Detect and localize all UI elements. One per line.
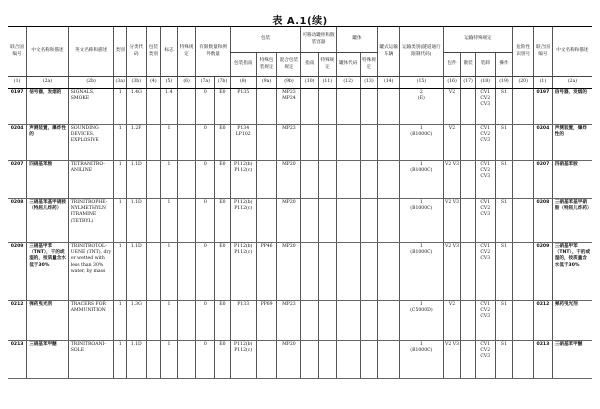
column-number: (3a)	[114, 77, 126, 89]
loading-code: CV3	[480, 256, 491, 262]
column-number: (19)	[495, 77, 513, 89]
loading-code: CV1	[480, 162, 491, 167]
cell-excepted-quantity: E0	[215, 89, 231, 125]
column-number-row	[8, 77, 592, 89]
cell-ts-loading	[475, 341, 495, 379]
cell-ts-package: V2 V3	[443, 161, 461, 199]
cell-un-number-2: 0204	[534, 125, 553, 161]
transport-category-value: 2	[419, 90, 423, 95]
cell-name-en: TRACERS FOR AMMUNITION	[68, 301, 114, 341]
cell-vehicle	[378, 89, 400, 125]
cell-vehicle	[378, 341, 400, 379]
column-number: (8)	[230, 77, 256, 89]
cell-tank-instruction	[301, 301, 319, 341]
cell-packing-instruction: P112(b) P112(c)	[230, 243, 256, 301]
cell-tank-instruction	[301, 89, 319, 125]
cell-name-cn: 信号器，发烟的	[27, 89, 69, 125]
cell-tank-code-special	[360, 89, 378, 125]
cell-un-number: 0204	[8, 125, 27, 161]
cell-mixed-packing: MP23 MP24	[277, 89, 301, 125]
cell-un-number-2: 0213	[534, 341, 553, 379]
cell-class-code: 1.2F	[126, 125, 146, 161]
cell-tank-code	[336, 125, 360, 161]
cell-packing-group	[146, 301, 161, 341]
cell-limited-quantity: 0	[196, 89, 215, 125]
cell-tank-special	[319, 341, 337, 379]
header-transport-category: 运输类别(隧道通行限制代码)	[400, 27, 444, 77]
loading-code: CV2	[480, 308, 491, 314]
page-title: 表 A.1(续)	[272, 16, 328, 27]
header-ts-bulk: 散装	[461, 53, 476, 77]
cell-special-provision	[177, 89, 196, 125]
cell-un-number: 0212	[8, 301, 27, 341]
cell-ts-bulk	[461, 341, 476, 379]
cell-ts-bulk	[461, 161, 476, 199]
cell-packing-special	[256, 199, 277, 243]
cell-tank-special	[319, 89, 337, 125]
cell-name-cn: 三硝基苯基甲硝胺（特屈儿炸药）	[27, 199, 69, 243]
loading-code: CV3	[480, 212, 491, 218]
tunnel-code: (B1000C)	[410, 250, 433, 256]
cell-ts-bulk	[461, 89, 476, 125]
cell-label: 1.4	[161, 89, 178, 125]
cell-ts-bulk	[461, 243, 476, 301]
loading-code: CV2	[480, 96, 491, 102]
cell-tank-instruction	[301, 161, 319, 199]
header-tank-instr: 指南	[301, 53, 319, 77]
cell-packing-special	[256, 341, 277, 379]
column-number: (2b)	[68, 77, 114, 89]
cell-ts-operation: S1	[495, 341, 513, 379]
cell-un-number-2: 0209	[534, 243, 553, 301]
cell-name-cn-2: 声测装置，爆炸性的	[552, 125, 592, 161]
cell-hazard-number	[513, 199, 534, 243]
tunnel-code: (B1000C)	[410, 348, 433, 354]
cell-name-cn-2: 四硝基苯胺	[552, 161, 592, 199]
cell-hazard-number	[513, 125, 534, 161]
column-number: (9b)	[277, 77, 301, 89]
cell-name-cn: 三硝基甲苯（TNT），干的或湿的，按质量含水低于30%	[27, 243, 69, 301]
cell-limited-quantity: 0	[196, 243, 215, 301]
cell-class-code: 1.1D	[126, 341, 146, 379]
cell-excepted-quantity: E0	[215, 199, 231, 243]
column-number: (7b)	[215, 77, 231, 89]
cell-class: 1	[114, 341, 126, 379]
cell-packing-special	[256, 161, 277, 199]
cell-name-en: TETRANITRO-ANILINE	[68, 161, 114, 199]
cell-un-number: 0197	[8, 89, 27, 125]
header-class-code: 分类代码	[126, 27, 146, 77]
loading-code: CV1	[480, 126, 491, 131]
tunnel-code: (C5000D)	[410, 308, 433, 314]
cell-ts-operation: S1	[495, 199, 513, 243]
tunnel-code: (E)	[417, 96, 425, 102]
cell-name-en: TRINITROANI-SOLE	[68, 341, 114, 379]
cell-class: 1	[114, 89, 126, 125]
cell-name-en: TRINITROPHE-NYLMETHYLN ITRAMINE (TETRYL)	[68, 199, 114, 243]
table-row	[8, 161, 592, 199]
header-transport-special: 运输特殊规定	[443, 27, 513, 53]
loading-code: CV3	[480, 174, 491, 180]
cell-special-provision	[177, 341, 196, 379]
cell-label: 1	[161, 125, 178, 161]
cell-label: 1	[161, 243, 178, 301]
cell-limited-quantity: 0	[196, 341, 215, 379]
cell-packing-group	[146, 161, 161, 199]
cell-transport-category	[400, 199, 444, 243]
cell-transport-category	[400, 89, 444, 125]
cell-name-cn-2: 信号器，发烟的	[552, 89, 592, 125]
cell-ts-package: V2 V3	[443, 199, 461, 243]
cell-excepted-quantity: E0	[215, 341, 231, 379]
cell-vehicle	[378, 243, 400, 301]
cell-packing-instruction: P135	[230, 89, 256, 125]
cell-tank-code-special	[360, 243, 378, 301]
cell-ts-bulk	[461, 125, 476, 161]
cell-class: 1	[114, 243, 126, 301]
transport-category-value: 1	[419, 244, 423, 249]
cell-packing-special	[256, 125, 277, 161]
column-number: (7a)	[196, 77, 215, 89]
cell-packing-special	[256, 89, 277, 125]
column-number: (17)	[461, 77, 476, 89]
table-row	[8, 341, 592, 379]
cell-un-number-2: 0212	[534, 301, 553, 341]
cell-tank-special	[319, 125, 337, 161]
cell-tank-code	[336, 161, 360, 199]
header-special: 特殊规定	[177, 27, 196, 77]
cell-class: 1	[114, 161, 126, 199]
cell-hazard-number	[513, 161, 534, 199]
cell-un-number: 0208	[8, 199, 27, 243]
cell-class-code: 1.4G	[126, 89, 146, 125]
cell-name-cn: 三硝基苯甲醚	[27, 341, 69, 379]
cell-transport-category	[400, 125, 444, 161]
cell-packing-special: PP69	[256, 301, 277, 341]
cell-tank-code-special	[360, 301, 378, 341]
header-ts-loading: 装卸	[475, 53, 495, 77]
cell-ts-bulk	[461, 301, 476, 341]
tunnel-code: (B1000C)	[410, 206, 433, 212]
cell-name-en: SIGNALS, SMOKE	[68, 89, 114, 125]
cell-class-code: 1.1D	[126, 199, 146, 243]
cell-excepted-quantity: E0	[215, 243, 231, 301]
cell-mixed-packing: MP20	[277, 161, 301, 199]
column-number: (15)	[400, 77, 444, 89]
cell-limited-quantity: 0	[196, 161, 215, 199]
header-name-en: 英文名称和描述	[68, 27, 114, 77]
cell-name-cn-2: 弹药曳光剂	[552, 301, 592, 341]
cell-label: 1	[161, 199, 178, 243]
cell-tank-code	[336, 301, 360, 341]
tunnel-code: (B1000C)	[410, 132, 433, 138]
cell-class: 1	[114, 125, 126, 161]
cell-ts-loading	[475, 125, 495, 161]
cell-vehicle	[378, 161, 400, 199]
cell-hazard-number	[513, 341, 534, 379]
cell-tank-code-special	[360, 125, 378, 161]
cell-packing-special: PP46	[256, 243, 277, 301]
transport-category-value: 1	[419, 200, 423, 205]
cell-tank-code-special	[360, 199, 378, 243]
column-number: (3b)	[126, 77, 146, 89]
header-packing-instr: 包装指南	[230, 53, 256, 77]
cell-ts-loading	[475, 89, 495, 125]
cell-packing-instruction: P134 LP102	[230, 125, 256, 161]
column-number: (13)	[360, 77, 378, 89]
cell-packing-group	[146, 341, 161, 379]
cell-ts-loading	[475, 243, 495, 301]
cell-tank-code-special	[360, 161, 378, 199]
cell-transport-category	[400, 341, 444, 379]
cell-special-provision	[177, 199, 196, 243]
cell-un-number-2: 0208	[534, 199, 553, 243]
header-ts-operation: 操作	[495, 53, 513, 77]
cell-special-provision	[177, 125, 196, 161]
cell-packing-instruction: P112(b) P112(c)	[230, 341, 256, 379]
cell-mixed-packing: MP20	[277, 243, 301, 301]
header-label: 标志	[161, 27, 178, 77]
table-row	[8, 89, 592, 125]
loading-code: CV3	[480, 354, 491, 360]
cell-excepted-quantity: E0	[215, 301, 231, 341]
header-class: 类别	[114, 27, 126, 77]
loading-code: CV1	[480, 302, 491, 307]
transport-category-value: 1	[419, 162, 423, 167]
cell-ts-operation: S1	[495, 125, 513, 161]
cell-packing-group	[146, 243, 161, 301]
header-packing-special: 特殊包装规定	[256, 53, 277, 77]
header-tank-special: 特殊规定	[319, 53, 337, 77]
cell-hazard-number	[513, 89, 534, 125]
column-number: (5)	[161, 77, 178, 89]
cell-name-en: TRINITROTOL-UENE (TNT), dry or wetted with less than 30% water, by mass	[68, 243, 114, 301]
column-number: (4)	[146, 77, 161, 89]
cell-vehicle	[378, 199, 400, 243]
cell-transport-category	[400, 161, 444, 199]
cell-tank-code	[336, 341, 360, 379]
cell-class-code: 1.3G	[126, 301, 146, 341]
header-hazard-no: 危险性识别号	[513, 27, 534, 77]
header-un-no-2: 联合国编号	[534, 27, 553, 77]
cell-un-number: 0213	[8, 341, 27, 379]
cell-tank-code	[336, 243, 360, 301]
cell-special-provision	[177, 161, 196, 199]
cell-name-en: SOUNDING DEVICES, EXPLOSIVE	[68, 125, 114, 161]
cell-ts-loading	[475, 301, 495, 341]
cell-ts-loading	[475, 161, 495, 199]
table-row	[8, 199, 592, 243]
cell-tank-special	[319, 161, 337, 199]
cell-name-cn: 弹药曳光剂	[27, 301, 69, 341]
loading-code: CV2	[480, 206, 491, 212]
header-mixed: 混合包装规定	[277, 53, 301, 77]
cell-ts-operation: S1	[495, 243, 513, 301]
cell-excepted-quantity: E0	[215, 161, 231, 199]
header-tank-code: 罐体代码	[336, 53, 360, 77]
loading-code: CV2	[480, 132, 491, 138]
cell-tank-code-special	[360, 341, 378, 379]
cell-packing-group	[146, 199, 161, 243]
cell-name-cn-2: 三硝基甲苯（TNT），干的或湿的，按质量含水低于30%	[552, 243, 592, 301]
cell-ts-loading	[475, 199, 495, 243]
cell-hazard-number	[513, 301, 534, 341]
cell-packing-group	[146, 89, 161, 125]
column-number: (1)	[534, 77, 553, 89]
loading-code: CV2	[480, 348, 491, 354]
column-number: (20)	[513, 77, 534, 89]
cell-transport-category	[400, 243, 444, 301]
cell-packing-instruction: P112(b) P112(c)	[230, 161, 256, 199]
header-name-cn-2: 中文名称和描述	[552, 27, 592, 77]
loading-code: CV1	[480, 244, 491, 249]
table-row	[8, 301, 592, 341]
cell-ts-package: V2	[443, 301, 461, 341]
cell-ts-package: V2 V3	[443, 341, 461, 379]
header-un-no: 联合国编号	[8, 27, 27, 77]
column-number: (12)	[336, 77, 360, 89]
cell-class-code: 1.1D	[126, 161, 146, 199]
cell-class: 1	[114, 199, 126, 243]
column-number: (2a)	[27, 77, 69, 89]
cell-packing-group	[146, 125, 161, 161]
cell-ts-package: V2	[443, 89, 461, 125]
cell-vehicle	[378, 301, 400, 341]
header-limited: 有限数量和例外数量	[196, 27, 230, 77]
cell-tank-instruction	[301, 125, 319, 161]
column-number: (6)	[177, 77, 196, 89]
header-vehicle: 罐式运输车辆	[378, 27, 400, 77]
cell-un-number-2: 0197	[534, 89, 553, 125]
cell-ts-operation: S1	[495, 301, 513, 341]
cell-excepted-quantity: E0	[215, 125, 231, 161]
cell-label: 1	[161, 301, 178, 341]
column-number: (10)	[301, 77, 319, 89]
cell-class-code: 1.1D	[126, 243, 146, 301]
cell-name-cn: 四硝基苯胺	[27, 161, 69, 199]
cell-mixed-packing: MP20	[277, 199, 301, 243]
cell-class: 1	[114, 301, 126, 341]
cell-tank-special	[319, 199, 337, 243]
cell-name-cn: 声测装置，爆炸性的	[27, 125, 69, 161]
loading-code: CV3	[480, 314, 491, 320]
column-number: (1)	[8, 77, 27, 89]
transport-category-value: 1	[419, 342, 423, 347]
transport-category-value: 1	[419, 126, 423, 131]
cell-tank-code	[336, 89, 360, 125]
column-number: (16)	[443, 77, 461, 89]
cell-tank-special	[319, 243, 337, 301]
cell-mixed-packing: MP20	[277, 341, 301, 379]
cell-un-number-2: 0207	[534, 161, 553, 199]
cell-label: 1	[161, 341, 178, 379]
column-number: (9a)	[256, 77, 277, 89]
cell-ts-bulk	[461, 199, 476, 243]
cell-mixed-packing: MP23	[277, 301, 301, 341]
cell-hazard-number	[513, 243, 534, 301]
loading-code: CV1	[480, 342, 491, 347]
cell-un-number: 0209	[8, 243, 27, 301]
cell-vehicle	[378, 125, 400, 161]
header-name-cn: 中文名称和描述	[27, 27, 69, 77]
cell-label: 1	[161, 161, 178, 199]
column-number: (18)	[475, 77, 495, 89]
cell-name-cn-2: 三硝基苯甲醚	[552, 341, 592, 379]
cell-tank-instruction	[301, 341, 319, 379]
cell-un-number: 0207	[8, 161, 27, 199]
tunnel-code: (B1000C)	[410, 168, 433, 174]
cell-tank-instruction	[301, 199, 319, 243]
cell-special-provision	[177, 301, 196, 341]
column-number: (14)	[378, 77, 400, 89]
header-packing-group: 包装类别	[146, 27, 161, 77]
header-packing: 包装	[230, 27, 301, 53]
loading-code: CV1	[480, 200, 491, 205]
cell-ts-package: V2	[443, 125, 461, 161]
loading-code: CV2	[480, 168, 491, 174]
table-row	[8, 125, 592, 161]
column-number: (11)	[319, 77, 337, 89]
header-tank: 罐体	[336, 27, 378, 53]
cell-tank-special	[319, 301, 337, 341]
cell-limited-quantity: 0	[196, 199, 215, 243]
column-number: (2a)	[552, 77, 592, 89]
header-tank-code-special: 特殊规定	[360, 53, 378, 77]
cell-tank-instruction	[301, 243, 319, 301]
dangerous-goods-table	[8, 26, 592, 379]
cell-packing-instruction: P133	[230, 301, 256, 341]
cell-tank-code	[336, 199, 360, 243]
header-portable-tank: 可移动罐柜和散装容器	[301, 27, 336, 53]
cell-special-provision	[177, 243, 196, 301]
cell-limited-quantity: 0	[196, 301, 215, 341]
loading-code: CV2	[480, 250, 491, 256]
loading-code: CV3	[480, 138, 491, 144]
cell-transport-category	[400, 301, 444, 341]
cell-limited-quantity: 0	[196, 125, 215, 161]
cell-packing-instruction: P112(b) P112(c)	[230, 199, 256, 243]
table-row	[8, 243, 592, 301]
cell-ts-operation: S1	[495, 89, 513, 125]
cell-ts-package: V2 V3	[443, 243, 461, 301]
transport-category-value: 1	[419, 302, 423, 307]
cell-mixed-packing: MP23	[277, 125, 301, 161]
cell-ts-operation: S1	[495, 161, 513, 199]
cell-name-cn-2: 三硝基苯基甲硝胺（特屈儿炸药）	[552, 199, 592, 243]
loading-code: CV1	[480, 90, 491, 95]
header-ts-package: 包件	[443, 53, 461, 77]
loading-code: CV3	[480, 102, 491, 108]
